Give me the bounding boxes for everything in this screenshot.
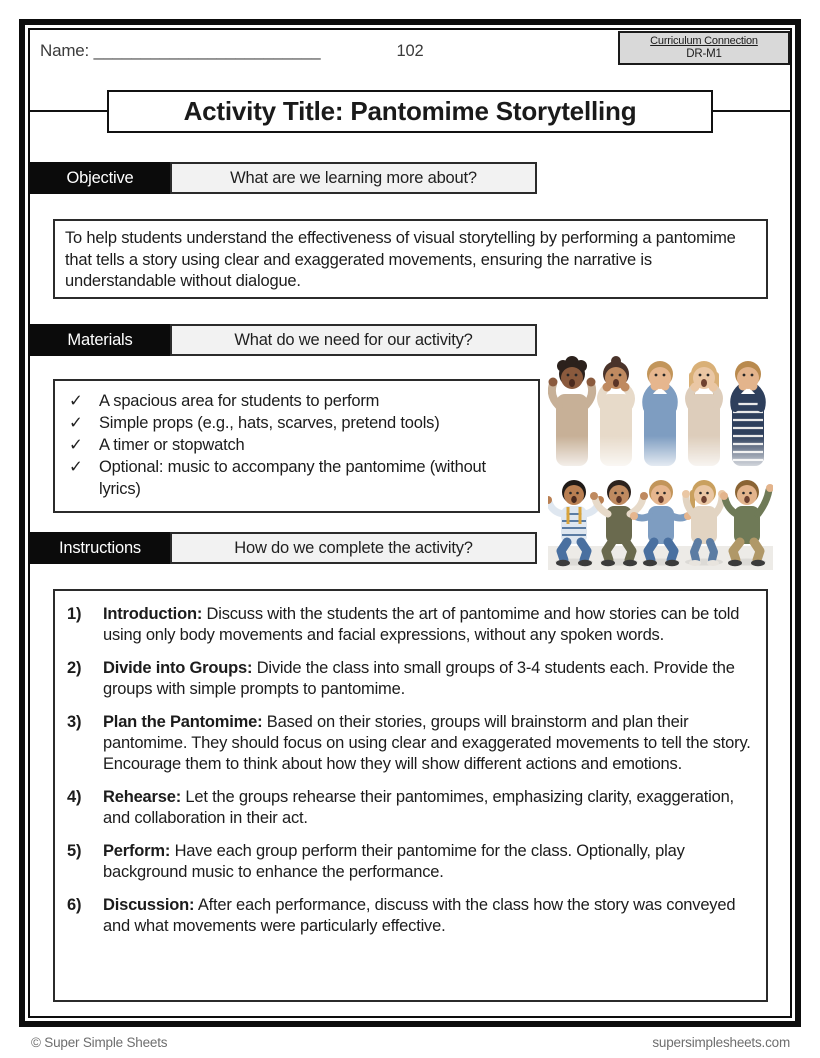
activity-title-box <box>107 90 713 133</box>
copyright-text: © Super Simple Sheets <box>31 1035 168 1050</box>
checkmark-icon: ✓ <box>69 436 83 454</box>
name-blank-line[interactable]: ________________________ <box>93 41 321 60</box>
step-number: 5) <box>67 842 82 860</box>
instruction-step <box>67 787 754 829</box>
material-item <box>69 434 530 456</box>
activity-title: Activity Title: Pantomime Storytelling <box>183 96 637 126</box>
curriculum-code: DR-M1 <box>686 48 722 60</box>
step-text: Have each group perform their pantomime for the class. Optionally, play background music to enhance the performance. <box>103 842 685 881</box>
instruction-step <box>67 604 754 646</box>
step-term: Perform: <box>103 842 171 860</box>
material-item-text: Optional: music to accompany the pantomime (without lyrics) <box>99 458 486 498</box>
material-item-text: Simple props (e.g., hats, scarves, pretend tools) <box>99 414 440 432</box>
curriculum-connection-title: Curriculum Connection <box>650 35 758 47</box>
material-item-text: A timer or stopwatch <box>99 436 245 454</box>
instruction-step <box>67 712 754 775</box>
step-term: Discussion: <box>103 896 195 914</box>
checkmark-icon: ✓ <box>69 392 83 410</box>
objective-section-label: Objective <box>30 162 170 194</box>
materials-list-box <box>53 379 540 513</box>
instruction-step <box>67 895 754 937</box>
step-text: Divide the class into small groups of 3-4 students each. Provide the groups with simple prompts to pantomime. <box>103 659 735 698</box>
material-item <box>69 456 530 500</box>
step-term: Rehearse: <box>103 788 181 806</box>
material-item <box>69 390 530 412</box>
instructions-question: How do we complete the activity? <box>170 532 537 564</box>
step-number: 3) <box>67 713 82 731</box>
instructions-list-box <box>53 589 768 1002</box>
checkmark-icon: ✓ <box>69 414 83 432</box>
step-number: 1) <box>67 605 82 623</box>
children-pantomime-image <box>548 318 773 570</box>
step-text: Let the groups rehearse their pantomimes, emphasizing clarity, exaggeration, and collaboration in their act. <box>103 788 734 827</box>
material-item-text: A spacious area for students to perform <box>99 392 380 410</box>
website-link[interactable]: supersimplesheets.com <box>652 1035 790 1050</box>
step-number: 4) <box>67 788 82 806</box>
step-term: Plan the Pantomime: <box>103 713 263 731</box>
instructions-section-label: Instructions <box>30 532 170 564</box>
step-term: Introduction: <box>103 605 203 623</box>
objective-text-box <box>53 219 768 299</box>
step-text: Discuss with the students the art of pantomime and how stories can be told using only body movements and facial expressions, without any spoken words. <box>103 605 740 644</box>
checkmark-icon: ✓ <box>69 458 83 476</box>
step-number: 6) <box>67 896 82 914</box>
objective-question: What are we learning more about? <box>170 162 537 194</box>
instruction-step <box>67 841 754 883</box>
name-label: Name: <box>40 41 90 60</box>
materials-question: What do we need for our activity? <box>170 324 537 356</box>
material-item <box>69 412 530 434</box>
materials-section-label: Materials <box>30 324 170 356</box>
page-number: 102 <box>396 42 424 60</box>
curriculum-connection-box <box>618 31 790 65</box>
name-field <box>40 41 321 61</box>
step-text: Based on their stories, groups will brainstorm and plan their pantomime. They should focus on using clear and exaggerated movements to tell the story. Encourage them to think about how they will show different actions and emotions. <box>103 713 751 773</box>
instruction-step <box>67 658 754 700</box>
step-text: After each performance, discuss with the class how the story was conveyed and what movements were particularly effective. <box>103 896 736 935</box>
objective-text: To help students understand the effectiveness of visual storytelling by performing a pantomime that tells a story using clear and exaggerated movements, ensuring the narrative is understandable without dialogue. <box>65 229 736 290</box>
step-term: Divide into Groups: <box>103 659 253 677</box>
step-number: 2) <box>67 659 82 677</box>
children-pantomime-illustration <box>548 318 773 570</box>
